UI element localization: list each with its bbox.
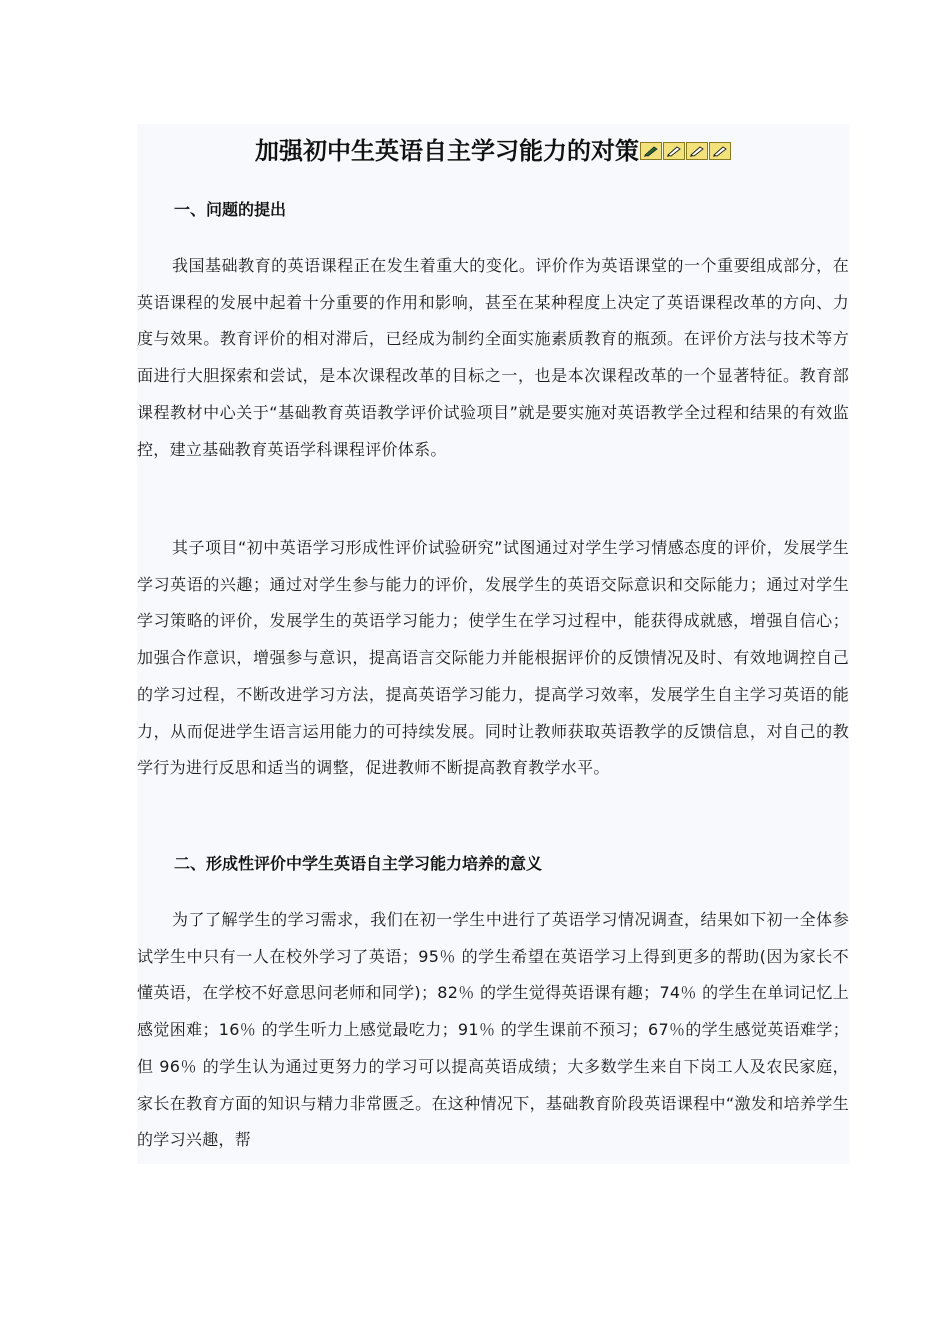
paragraph: 为了了解学生的学习需求，我们在初一学生中进行了英语学习情况调查，结果如下初一全体参试学生中只有一人在校外学习了英语；95％ 的学生希望在英语学习上得到更多的帮助(因为家长不懂英语，在学校不好意思问老师和同学)；82％ 的学生觉得英语课有趣；74％ 的学生在单词记忆上感觉困难；16％ 的学生听力上感觉最吃力；91％ 的学生课前不预习；67％的学生感觉英语难学；但 96％ 的学生认为通过更努力的学习可以提高英语成绩；大多数学生来自下岗工人及农民家庭，家长在教育方面的知识与精力非常匮乏。在这种情况下，基础教育阶段英语课程中“激发和培养学生的学习兴趣，帮 [137, 910, 849, 1150]
pencil-icon[interactable] [663, 142, 685, 160]
document-title: 加强初中生英语自主学习能力的对策 [255, 137, 639, 165]
pencil-icon[interactable] [709, 142, 731, 160]
title-row [137, 134, 849, 168]
paragraph: 我国基础教育的英语课程正在发生着重大的变化。评价作为英语课堂的一个重要组成部分，在英语课程的发展中起着十分重要的作用和影响，甚至在某种程度上决定了英语课程改革的方向、力度与效果。教育评价的相对滞后，已经成为制约全面实施素质教育的瓶颈。在评价方法与技术等方面进行大胆探索和尝试，是本次课程改革的目标之一，也是本次课程改革的一个显著特征。教育部课程教材中心关于“基础教育英语教学评价试验项目”就是要实施对英语教学全过程和结果的有效监控，建立基础教育英语学科课程评价体系。 [137, 256, 849, 459]
pencil-icon[interactable] [640, 142, 662, 160]
section-heading: 一、问题的提出 [174, 200, 287, 219]
title-badges [640, 141, 731, 161]
article-body [137, 124, 849, 1164]
pencil-icon[interactable] [686, 142, 708, 160]
paragraph: 其子项目“初中英语学习形成性评价试验研究”试图通过对学生学习情感态度的评价，发展学生学习英语的兴趣；通过对学生参与能力的评价，发展学生的英语交际意识和交际能力；通过对学生学习策略的评价，发展学生的英语学习能力；使学生在学习过程中，能获得成就感，增强自信心；加强合作意识，增强参与意识，提高语言交际能力并能根据评价的反馈情况及时、有效地调控自己的学习过程，不断改进学习方法，提高英语学习能力，提高学习效率，发展学生自主学习英语的能力，从而促进学生语言运用能力的可持续发展。同时让教师获取英语教学的反馈信息，对自己的教学行为进行反思和适当的调整，促进教师不断提高教育教学水平。 [137, 538, 849, 778]
section-heading: 二、形成性评价中学生英语自主学习能力培养的意义 [174, 854, 543, 873]
